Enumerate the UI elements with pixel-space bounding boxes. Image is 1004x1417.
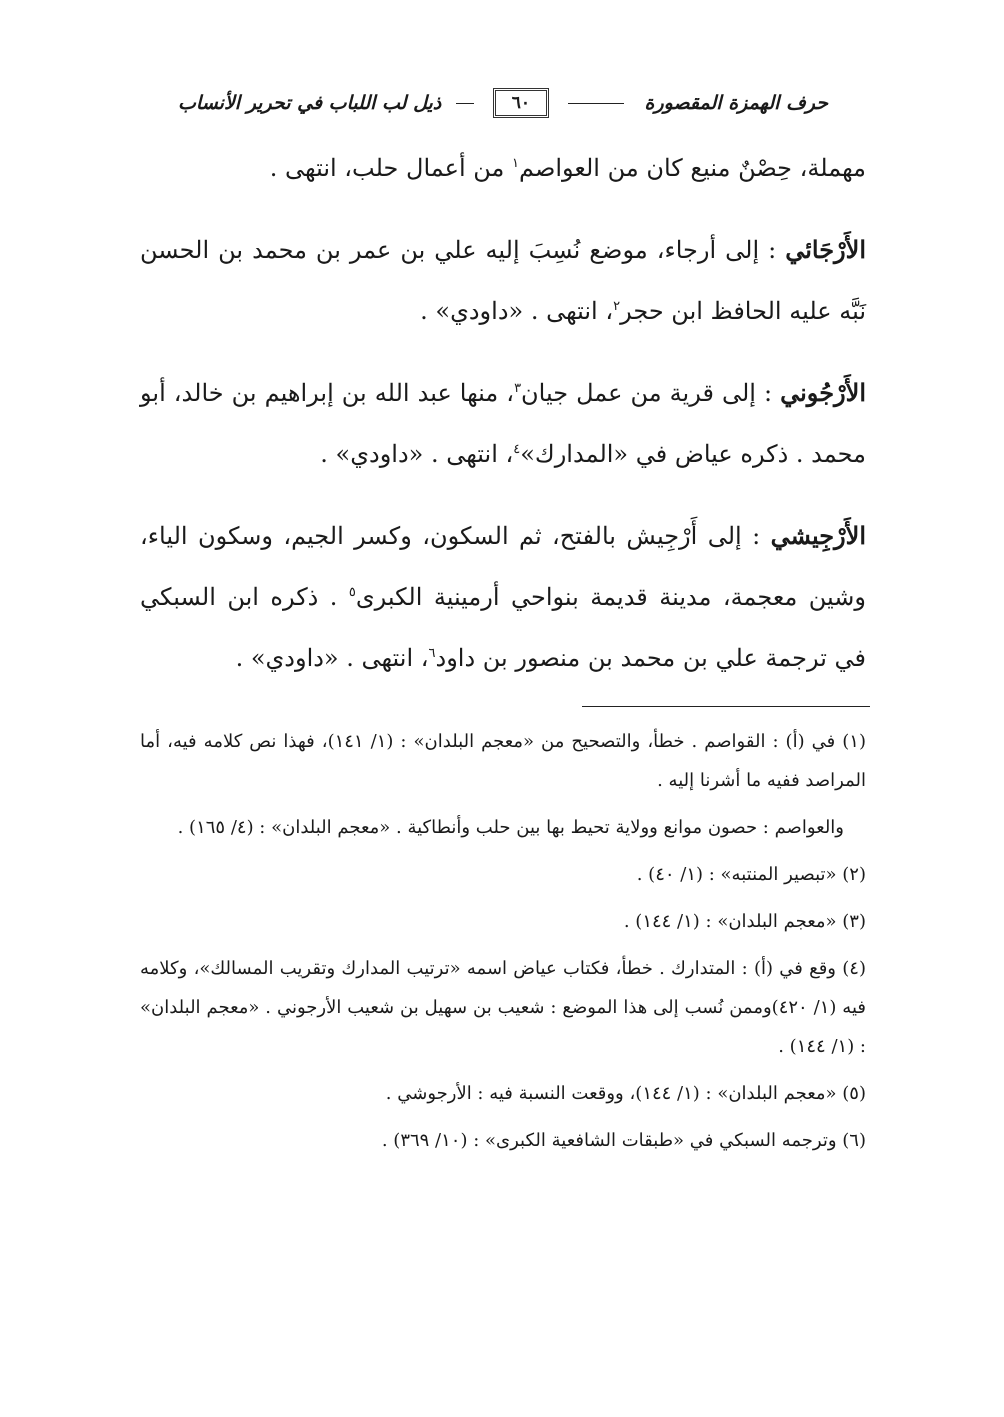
entry-term: الأَرْجِيشي (770, 521, 866, 550)
footnote-3: (٣) «معجم البلدان» : (١/ ١٤٤) . (623, 911, 866, 932)
footnote-separator (582, 706, 870, 707)
footnote-ref: ٥ (348, 585, 356, 600)
footnotes (140, 722, 866, 1168)
footnote-2: (٢) «تبصير المنتبه» : (١/ ٤٠) . (636, 864, 866, 885)
entry-term: الأَرْجُوني (780, 378, 866, 407)
footnote-1-continuation: والعواصم : حصون موانع وولاية تحيط بها بين حلب وأنطاكية . «معجم البلدان» : (٤/ ١٦٥) . (177, 817, 844, 838)
entry-al-arjishi: الأَرْجِيشي : إلى أَرْجِيش بالفتح، ثم السكون، وكسر الجيم، وسكون الياء، وشين معجمة، مدينة قديمة بنواحي أرمينية الكبرى$^٥$ . ذكره ابن السبكي في ترجمة علي بن محمد بن منصور بن داود$^٦$، انتهى . «داودي» . (140, 521, 866, 672)
page-number: ٦٠ (493, 88, 549, 118)
main-text (140, 138, 866, 689)
footnote-1: (١) في (أ) : القواصم . خطأ، والتصحيح من «معجم البلدان» : (١/ ١٤١)، فهذا نص كلامه فيه، أما المراصد ففيه ما أشرنا إليه . (140, 731, 866, 791)
footnote-6: (٦) وترجمه السبكي في «طبقات الشافعية الكبرى» : (١٠/ ٣٦٩) . (381, 1130, 866, 1151)
footnote-4: (٤) وقع في (أ) : المتدارك . خطأ، فكتاب عياض اسمه «ترتيب المدارك وتقريب المسالك»، وكلامه فيه (١/ ٤٢٠)وممن نُسب إلى هذا الموضع : شعيب بن سهيل بن شعيب الأرجوني . «معجم البلدان» : (١/ ١٤٤) . (140, 958, 866, 1057)
footnote-ref: ٢ (613, 299, 621, 314)
footnote-ref: ٦ (428, 646, 436, 661)
header-rule-left (456, 103, 474, 104)
running-header (178, 86, 828, 120)
entry-al-arjai: الأَرْجَائي : إلى أرجاء، موضع نُسِبَ إليه علي بن عمر بن محمد بن الحسن نَبَّه عليه الحافظ ابن حجر$^٢$، انتهى . «داودي» . (140, 235, 866, 325)
book-title: ذيل لب اللباب في تحرير الأنساب (178, 92, 442, 114)
paragraph-continuation: مهملة، حِصْنٌ منيع كان من العواصم$^١$ من أعمال حلب، انتهى . (269, 154, 866, 182)
entry-al-arjuni: الأَرْجُوني : إلى قرية من عمل جيان$^٣$، منها عبد الله بن إبراهيم بن خالد، أبو محمد . ذكره عياض في «المدارك»$^٤$، انتهى . «داودي» . (140, 378, 866, 468)
footnote-ref: ٣ (514, 381, 522, 396)
header-rule-right (568, 103, 624, 104)
entry-term: الأَرْجَائي (785, 235, 866, 264)
chapter-title: حرف الهمزة المقصورة (644, 92, 828, 114)
footnote-ref: ١ (512, 156, 519, 171)
footnote-ref: ٤ (513, 442, 521, 457)
footnote-5: (٥) «معجم البلدان» : (١/ ١٤٤)، ووقعت النسبة فيه : الأرجوشي . (385, 1083, 866, 1104)
